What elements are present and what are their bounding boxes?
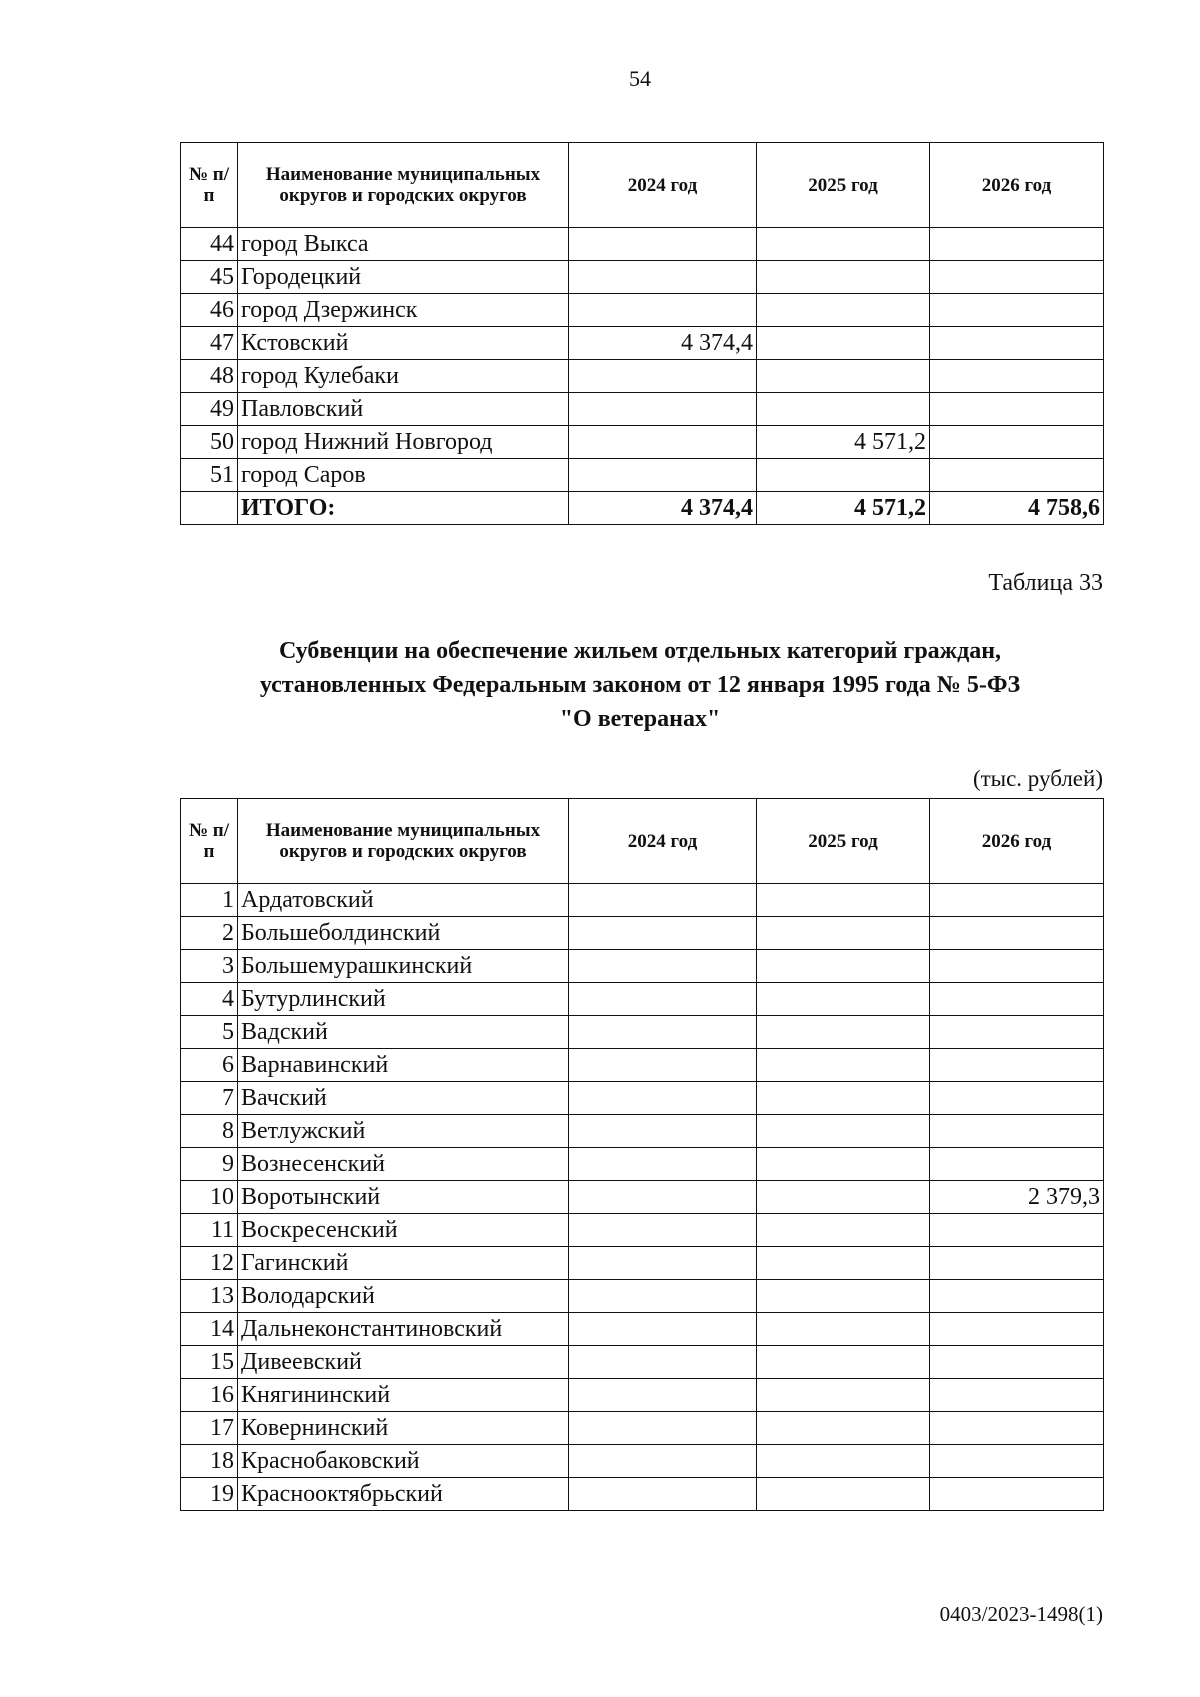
row-number: 8 — [181, 1115, 238, 1148]
row-value-2026 — [930, 1412, 1104, 1445]
row-name: Большеболдинский — [238, 917, 569, 950]
table-row — [181, 261, 1104, 294]
row-name: Гагинский — [238, 1247, 569, 1280]
row-number: 47 — [181, 327, 238, 360]
header-2026: 2026 год — [930, 143, 1104, 228]
total-2025: 4 571,2 — [757, 492, 930, 525]
row-value-2024 — [569, 1412, 757, 1445]
row-value-2026 — [930, 1148, 1104, 1181]
row-value-2026 — [930, 1082, 1104, 1115]
row-name: Варнавинский — [238, 1049, 569, 1082]
row-number: 13 — [181, 1280, 238, 1313]
table-row — [181, 884, 1104, 917]
row-name: Вачский — [238, 1082, 569, 1115]
row-name: город Выкса — [238, 228, 569, 261]
row-value-2025 — [757, 261, 930, 294]
header-2025: 2025 год — [757, 143, 930, 228]
table-header-row — [181, 143, 1104, 228]
row-value-2024 — [569, 1247, 757, 1280]
row-value-2026 — [930, 1478, 1104, 1511]
title-line: Субвенции на обеспечение жильем отдельных категорий граждан, — [278, 638, 1002, 664]
row-name: Краснооктябрьский — [238, 1478, 569, 1511]
row-value-2025 — [757, 1445, 930, 1478]
row-value-2024 — [569, 360, 757, 393]
row-number: 18 — [181, 1445, 238, 1478]
table-row — [181, 917, 1104, 950]
row-value-2026 — [930, 459, 1104, 492]
row-number: 10 — [181, 1181, 238, 1214]
table-33 — [180, 798, 1104, 1511]
row-name: город Нижний Новгород — [238, 426, 569, 459]
row-number: 49 — [181, 393, 238, 426]
row-value-2026 — [930, 1016, 1104, 1049]
total-num-cell — [181, 492, 238, 525]
row-value-2024 — [569, 1214, 757, 1247]
table-row — [181, 459, 1104, 492]
row-value-2025 — [757, 1181, 930, 1214]
document-code: 0403/2023-1498(1) — [939, 1602, 1103, 1626]
table-row — [181, 393, 1104, 426]
row-number: 45 — [181, 261, 238, 294]
row-value-2024 — [569, 1016, 757, 1049]
row-value-2025 — [757, 1049, 930, 1082]
row-value-2026 — [930, 1115, 1104, 1148]
row-value-2025 — [757, 228, 930, 261]
table-row — [181, 1412, 1104, 1445]
row-value-2025 — [757, 917, 930, 950]
table-row — [181, 1445, 1104, 1478]
row-number: 2 — [181, 917, 238, 950]
row-number: 44 — [181, 228, 238, 261]
table-row — [181, 1148, 1104, 1181]
row-value-2025 — [757, 393, 930, 426]
table-row — [181, 327, 1104, 360]
row-value-2025 — [757, 1247, 930, 1280]
row-number: 16 — [181, 1379, 238, 1412]
row-value-2024 — [569, 1445, 757, 1478]
row-value-2025 — [757, 950, 930, 983]
row-value-2025 — [757, 360, 930, 393]
table-row — [181, 1379, 1104, 1412]
row-name: Дивеевский — [238, 1346, 569, 1379]
table-row — [181, 1478, 1104, 1511]
row-value-2024 — [569, 1181, 757, 1214]
table-row — [181, 1280, 1104, 1313]
row-value-2025 — [757, 1115, 930, 1148]
row-value-2024 — [569, 1280, 757, 1313]
row-value-2024: 4 374,4 — [569, 327, 757, 360]
row-name: город Дзержинск — [238, 294, 569, 327]
row-number: 3 — [181, 950, 238, 983]
row-value-2025 — [757, 1280, 930, 1313]
row-value-2025 — [757, 1478, 930, 1511]
row-name: Бутурлинский — [238, 983, 569, 1016]
table-row — [181, 294, 1104, 327]
row-name: Городецкий — [238, 261, 569, 294]
row-value-2025 — [757, 1214, 930, 1247]
row-value-2025 — [757, 1148, 930, 1181]
row-name: Воскресенский — [238, 1214, 569, 1247]
row-value-2024 — [569, 917, 757, 950]
table2-body — [181, 884, 1104, 1511]
row-value-2026 — [930, 1247, 1104, 1280]
row-value-2025 — [757, 1313, 930, 1346]
table-row — [181, 1313, 1104, 1346]
table-row — [181, 360, 1104, 393]
row-value-2026 — [930, 884, 1104, 917]
row-value-2024 — [569, 950, 757, 983]
header-2024: 2024 год — [569, 143, 757, 228]
row-value-2026 — [930, 950, 1104, 983]
row-number: 50 — [181, 426, 238, 459]
row-number: 51 — [181, 459, 238, 492]
row-number: 19 — [181, 1478, 238, 1511]
row-number: 48 — [181, 360, 238, 393]
table-header-row — [181, 799, 1104, 884]
row-value-2025 — [757, 294, 930, 327]
header-name: Наименование муниципальных округов и городских округов — [238, 143, 569, 228]
row-name: Княгининский — [238, 1379, 569, 1412]
row-number: 14 — [181, 1313, 238, 1346]
row-value-2026 — [930, 426, 1104, 459]
row-value-2024 — [569, 983, 757, 1016]
table-row — [181, 1346, 1104, 1379]
table-row — [181, 228, 1104, 261]
header-2025: 2025 год — [757, 799, 930, 884]
table-row — [181, 1181, 1104, 1214]
row-value-2026 — [930, 261, 1104, 294]
row-number: 1 — [181, 884, 238, 917]
row-value-2026 — [930, 1214, 1104, 1247]
row-value-2026 — [930, 1049, 1104, 1082]
table-row — [181, 983, 1104, 1016]
table-row — [181, 1082, 1104, 1115]
row-number: 46 — [181, 294, 238, 327]
row-value-2024 — [569, 1148, 757, 1181]
row-name: Большемурашкинский — [238, 950, 569, 983]
row-number: 17 — [181, 1412, 238, 1445]
row-name: Кстовский — [238, 327, 569, 360]
row-name: Ветлужский — [238, 1115, 569, 1148]
row-number: 15 — [181, 1346, 238, 1379]
row-value-2026 — [930, 327, 1104, 360]
row-number: 11 — [181, 1214, 238, 1247]
table1-body — [181, 228, 1104, 492]
header-num: № п/п — [181, 799, 238, 884]
row-value-2025 — [757, 1379, 930, 1412]
table-row — [181, 426, 1104, 459]
row-name: Воротынский — [238, 1181, 569, 1214]
row-value-2026 — [930, 1313, 1104, 1346]
row-value-2024 — [569, 459, 757, 492]
row-value-2026 — [930, 917, 1104, 950]
row-value-2026 — [930, 1280, 1104, 1313]
table-row — [181, 950, 1104, 983]
row-number: 4 — [181, 983, 238, 1016]
row-value-2024 — [569, 884, 757, 917]
row-name: Вознесенский — [238, 1148, 569, 1181]
row-value-2025 — [757, 1412, 930, 1445]
table-row — [181, 1115, 1104, 1148]
row-value-2024 — [569, 426, 757, 459]
row-value-2025 — [757, 1082, 930, 1115]
total-2024: 4 374,4 — [569, 492, 757, 525]
row-value-2024 — [569, 1115, 757, 1148]
table-row — [181, 1214, 1104, 1247]
row-value-2026 — [930, 1379, 1104, 1412]
row-name: Ардатовский — [238, 884, 569, 917]
total-row — [181, 492, 1104, 525]
row-value-2024 — [569, 294, 757, 327]
row-name: Ковернинский — [238, 1412, 569, 1445]
header-name: Наименование муниципальных округов и городских округов — [238, 799, 569, 884]
row-value-2024 — [569, 393, 757, 426]
row-value-2025 — [757, 1346, 930, 1379]
row-name: Вадский — [238, 1016, 569, 1049]
row-value-2026 — [930, 1445, 1104, 1478]
page-number: 54 — [629, 66, 651, 91]
row-value-2026 — [930, 294, 1104, 327]
header-num: № п/п — [181, 143, 238, 228]
row-value-2026: 2 379,3 — [930, 1181, 1104, 1214]
total-2026: 4 758,6 — [930, 492, 1104, 525]
title-line: установленных Федеральным законом от 12 января 1995 года № 5-ФЗ — [259, 672, 1021, 698]
row-number: 5 — [181, 1016, 238, 1049]
row-value-2026 — [930, 360, 1104, 393]
table-continued — [180, 142, 1104, 525]
row-value-2024 — [569, 1478, 757, 1511]
row-number: 7 — [181, 1082, 238, 1115]
row-value-2024 — [569, 1313, 757, 1346]
row-name: Дальнеконстантиновский — [238, 1313, 569, 1346]
row-number: 9 — [181, 1148, 238, 1181]
row-value-2025 — [757, 459, 930, 492]
row-name: Володарский — [238, 1280, 569, 1313]
table-title — [150, 634, 1130, 736]
row-value-2024 — [569, 1346, 757, 1379]
table-row — [181, 1049, 1104, 1082]
table-row — [181, 1016, 1104, 1049]
row-value-2026 — [930, 228, 1104, 261]
row-value-2024 — [569, 228, 757, 261]
row-name: Краснобаковский — [238, 1445, 569, 1478]
row-number: 12 — [181, 1247, 238, 1280]
title-line: "О ветеранах" — [559, 706, 721, 732]
row-value-2024 — [569, 1049, 757, 1082]
header-2024: 2024 год — [569, 799, 757, 884]
header-2026: 2026 год — [930, 799, 1104, 884]
row-value-2024 — [569, 261, 757, 294]
row-value-2026 — [930, 1346, 1104, 1379]
row-value-2025 — [757, 983, 930, 1016]
table-label: Таблица 33 — [988, 570, 1103, 596]
row-name: город Саров — [238, 459, 569, 492]
total-label: ИТОГО: — [238, 492, 569, 525]
row-value-2024 — [569, 1082, 757, 1115]
row-name: город Кулебаки — [238, 360, 569, 393]
row-value-2025 — [757, 327, 930, 360]
row-value-2025 — [757, 1016, 930, 1049]
row-value-2026 — [930, 983, 1104, 1016]
row-value-2025 — [757, 884, 930, 917]
row-value-2026 — [930, 393, 1104, 426]
row-name: Павловский — [238, 393, 569, 426]
row-value-2024 — [569, 1379, 757, 1412]
table-row — [181, 1247, 1104, 1280]
row-value-2025: 4 571,2 — [757, 426, 930, 459]
units-note: (тыс. рублей) — [972, 766, 1103, 791]
row-number: 6 — [181, 1049, 238, 1082]
